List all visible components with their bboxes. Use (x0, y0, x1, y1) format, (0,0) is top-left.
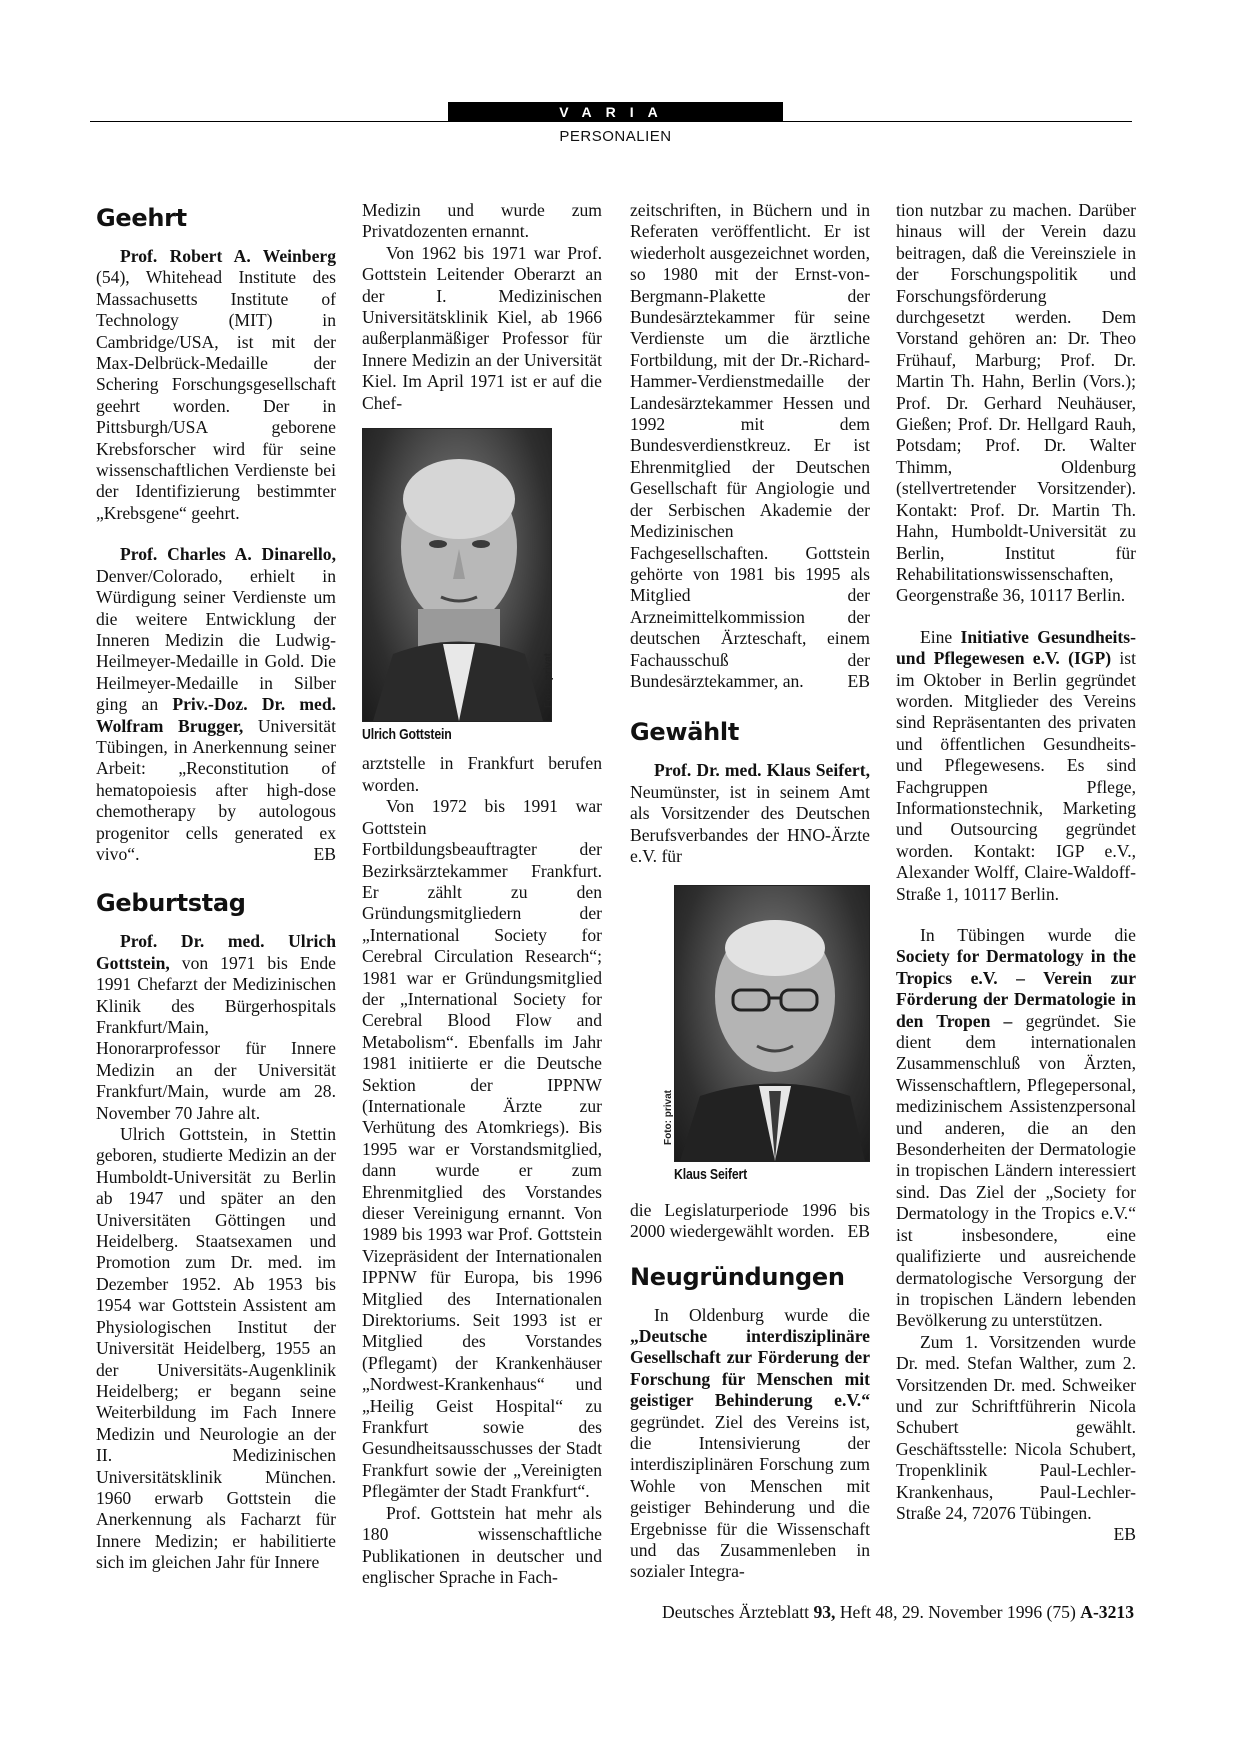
footer-volume: 93, (813, 1602, 836, 1622)
text-awards: zeitschriften, in Büchern und in Referaten veröffentlicht. Er ist wiederholt ausgezeichnet worden, so 1980 mit der Ernst-von-Bergmann-Plakette der Bundesärztekammer für seine Verdienste um die ärztliche Fortbildung, mit der Dr.-Richard-Hammer-Verdienstmedaille der Landesärztekammer Hessen und 1992 mit dem Bundesverdienstkreuz. Er ist Ehrenmitglied der Deutschen Gesellschaft für Angiologie und der Serbischen Akademie der Medizinischen Fachgesellschaften. Gottstein gehörte von 1981 bis 1995 als Mitglied der Arzneimittelkommission der deutschen Ärzteschaft, einem Fachausschuß der Bundesärztekammer, an. (630, 200, 870, 691)
photo-seifert-figure (663, 885, 870, 1185)
photo-gottstein-figure (362, 428, 602, 745)
footer-journal: Deutsches Ärzteblatt (661, 1602, 814, 1622)
paragraph-igp (896, 627, 1136, 905)
text-weinberg: (54), Whitehead Institute des Massachusetts Institute of Technology (MIT) in Cambridge/USA, ist mit der Max-Delbrück-Medaille der Schering Forschungsgesellschaft geehrt worden. Der in Pittsburgh/USA geborene Krebsforscher wird für seine wissenschaftlichen Verdienste bei der Identifizierung bestimmter „Krebsgene“ geehrt. (96, 267, 336, 523)
photo-seifert (674, 885, 870, 1162)
text-igp-2: ist im Oktober in Berlin gegründet worden. Mitglieder des Vereins sind Repräsentanten des privaten und öffentlichen Gesundheits- und Pflegewesens. Es sind Fachgruppen Pflege, Informationstechnik, Marketing und Outsourcing gegründet worden. Kontakt: IGP e.V., Alexander Wolff, Claire-Waldoff-Straße 1, 10117 Berlin. (896, 648, 1136, 904)
text-vorsitzende: Zum 1. Vorsitzenden wurde Dr. med. Stefan Walther, zum 2. Vorsitzenden Dr. med. Schweiker und zur Schriftführerin Nicola Schubert gewählt. Geschäftsstelle: Nicola Schubert, Tropenklinik Paul-Lechler-Krankenhaus, Paul-Lechler-Straße 24, 72076 Tübingen. (896, 1331, 1136, 1523)
column-2 (362, 200, 602, 1588)
heading-gewaehlt: Gewählt (630, 718, 740, 747)
page-footer (662, 1602, 1134, 1623)
paragraph-vorsitzende (896, 1331, 1136, 1545)
name-seifert: Prof. Dr. med. Klaus Seifert, (654, 760, 870, 781)
heading-geburtstag: Geburtstag (96, 889, 246, 918)
author-initials: EB (313, 843, 336, 864)
heading-neugruendungen: Neugründungen (630, 1262, 845, 1291)
text-legislatur: die Legislaturperiode 1996 bis 2000 wiedergewählt worden. (630, 1199, 870, 1242)
section-subtitle: PERSONALIEN (559, 128, 672, 145)
paragraph-ippnw: Von 1972 bis 1991 war Gottstein Fortbildungsbeauftragter der Bezirksärztekammer Frankfurt. Er zählt zu den Gründungsmitgliedern der „International Society for Cerebral Circulation Research“; 1981 war er Gründungsmitglied der „International Society for Cerebral Blood Flow and Metabolism“. Ebenfalls im Jahr 1981 initiierte er die Deutsche Sektion der IPPNW (Internationale Ärzte zur Verhütung des Atomkriegs). Bis 1995 war er Vorstandsmitglied, dann wurde er zum Ehrenmitglied des Vorstandes dieser Vereinigung ernannt. Von 1989 bis 1993 war Prof. Gottstein Vizepräsident der Internationalen IPPNW für Europa, bis 1996 Mitglied des Internationalen Direktoriums. Seit 1993 ist er Mitglied des Vorstandes (Pflegamt) der Krankenhäuser „Nordwest-Krankenhaus“ und „Heilig Geist Hospital“ zu Frankfurt sowie des Gesundheitsausschusses der Stadt Frankfurt sowie der „Vereinigten Pflegämter der Stadt Frankfurt“. (362, 796, 602, 1502)
text-gottstein-intro: von 1971 bis Ende 1991 Chefarzt der Medizinischen Klinik des Bürgerhospitals Frankfurt/Main, Honorarprofessor für Innere Medizin an der Universität Frankfurt/Main, wurde am 28. November 70 Jahre alt. (96, 952, 336, 1123)
photo-credit-seifert: Foto: privat (663, 1090, 674, 1146)
paragraph-gottstein-bio: Ulrich Gottstein, in Stettin geboren, studierte Medizin an der Humboldt-Universität zu Berlin ab 1947 und später an den Universitäten Göttingen und Heidelberg. Staatsexamen und Promotion zum Dr. med. im Dezember 1952. Ab 1953 bis 1954 war Gottstein Assistent am Physiologischen Institut der Universität Heidelberg, 1955 an der Universitäts-Augenklinik Heidelberg; er begann seine Weiterbildung im Fach Innere Medizin und Neurologie an der II. Medizinischen Universitätsklinik München. 1960 erwarb Gottstein die Anerkennung als Facharzt für Innere Medizin; er habilitierte sich im gleichen Jahr für Innere (96, 1124, 336, 1573)
header-rule (90, 121, 1132, 122)
caption-gottstein: Ulrich Gottstein (362, 726, 452, 744)
photo-credit-gottstein: Foto: privat (543, 653, 554, 709)
paragraph-seifert (630, 760, 870, 867)
text-tuebingen: In Tübingen wurde die (920, 925, 1136, 945)
text-oldenburg: In Oldenburg wurde die (654, 1304, 870, 1325)
paragraph-kiel: Von 1962 bis 1971 war Prof. Gottstein Leitender Oberarzt an der I. Medizinischen Universitätsklinik Kiel, ab 1966 außerplanmäßiger Professor für Innere Medizin an der Universität Kiel. Im April 1971 ist er auf die Chef- (362, 242, 602, 413)
paragraph-gottstein-intro (96, 931, 336, 1124)
name-brugger: Priv.-Doz. Dr. med. Wolfram Brugger, (96, 694, 337, 736)
name-gottstein: Prof. Dr. med. Ulrich Gottstein, (96, 931, 336, 973)
paragraph-frankfurt: arztstelle in Frankfurt berufen worden. (362, 753, 602, 795)
column-1 (96, 200, 336, 1574)
footer-issue: Heft 48, 29. November 1996 (75) (835, 1602, 1081, 1622)
column-3 (630, 200, 870, 1583)
text-dinarello: Denver/Colorado, erhielt in Würdigung seiner Verdienste um die weitere Entwicklung der Inneren Medizin die Ludwig-Heilmeyer-Medaille in Gold. Die Heilmeyer-Medaille in Silber ging an (96, 565, 336, 715)
section-banner: VARIA (448, 102, 783, 122)
heading-geehrt: Geehrt (96, 204, 187, 232)
paragraph-oldenburg (630, 1305, 870, 1583)
paragraph-col2-cont: Medizin und wurde zum Privatdozenten ernannt. (362, 200, 602, 242)
paragraph-vorstand: tion nutzbar zu machen. Darüber hinaus will der Verein dazu beitragen, daß die Vereinsziele in der Forschungspolitik und Forschungsförderung durchgesetzt werden. Dem Vorstand gehören an: Dr. Theo Frühauf, Marburg; Prof. Dr. Martin Th. Hahn, Berlin (Vors.); Prof. Dr. Gerhard Neuhäuser, Gießen; Prof. Dr. Hellgard Rauh, Potsdam; Prof. Dr. Walter Thimm, Oldenburg (stellvertretender Vorsitzender). Kontakt: Prof. Dr. Martin Th. Hahn, Humboldt-Universität zu Berlin, Institut für Rehabilitationswissenschaften, Georgenstraße 36, 10117 Berlin. (896, 200, 1136, 606)
column-4 (896, 200, 1136, 1546)
text-igp: Eine (920, 626, 961, 647)
text-seifert: Neumünster, ist in seinem Amt als Vorsitzender des Deutschen Berufsverbandes der HNO-Ärzte e.V. für (630, 781, 870, 866)
paragraph-awards (630, 200, 870, 692)
footer-page-number: A-3213 (1080, 1602, 1134, 1622)
text-oldenburg-2: gegründet. Ziel des Vereins ist, die Intensivierung der interdisziplinären Forschung zum Wohle von Menschen mit geistiger Behinderung und die Ergebnisse für die Wissenschaft und das Zusammenleben in sozialer Integra- (630, 1411, 870, 1582)
author-initials: EB (1113, 1524, 1136, 1545)
paragraph-dinarello (96, 544, 336, 865)
author-initials: EB (847, 1221, 870, 1242)
name-weinberg: Prof. Robert A. Weinberg (120, 246, 336, 266)
name-dinarello: Prof. Charles A. Dinarello, (120, 544, 336, 565)
name-dermatology-society: Society for Dermatology in the Tropics e.V. – Verein zur Förderung der Dermatologie in den Tropen – (896, 946, 1136, 1031)
caption-seifert: Klaus Seifert (674, 1166, 748, 1184)
paragraph-publications: Prof. Gottstein hat mehr als 180 wissenschaftliche Publikationen in deutscher und englischer Sprache in Fach- (362, 1502, 602, 1587)
text-brugger: Universität Tübingen, in Anerkennung seiner Arbeit: „Reconstitution of hematopoiesis after high-dose chemotherapy by autologous progenitor cells generated ex vivo“. (96, 715, 337, 864)
author-initials: EB (847, 670, 870, 691)
name-igp: Initiative Gesundheits- und Pflegewesen e.V. (IGP) (896, 626, 1137, 669)
paragraph-legislatur (630, 1200, 870, 1243)
paragraph-weinberg (96, 246, 336, 524)
text-tuebingen-2: gegründet. Sie dient dem internationalen Zusammenschluß von Ärzten, Wissenschaftlern, Pflegepersonal, medizinischem Assistenzpersonal und anderen, die an den Besonderheiten der Dermatologie in tropischen Ländern interessiert sind. Das Ziel der „Society for Dermatology in the Tropics e.V.“ ist insbesondere, eine qualifizierte und ausreichende dermatologische Versorgung der in tropischen Ländern lebenden Bevölkerung zu unterstützen. (896, 1010, 1136, 1331)
paragraph-tuebingen (896, 925, 1136, 1332)
name-oldenburg-society: „Deutsche interdisziplinäre Gesellschaft zur Förderung der Forschung für Menschen mit geistiger Behinderung e.V.“ (630, 1326, 870, 1411)
photo-gottstein (362, 428, 552, 722)
